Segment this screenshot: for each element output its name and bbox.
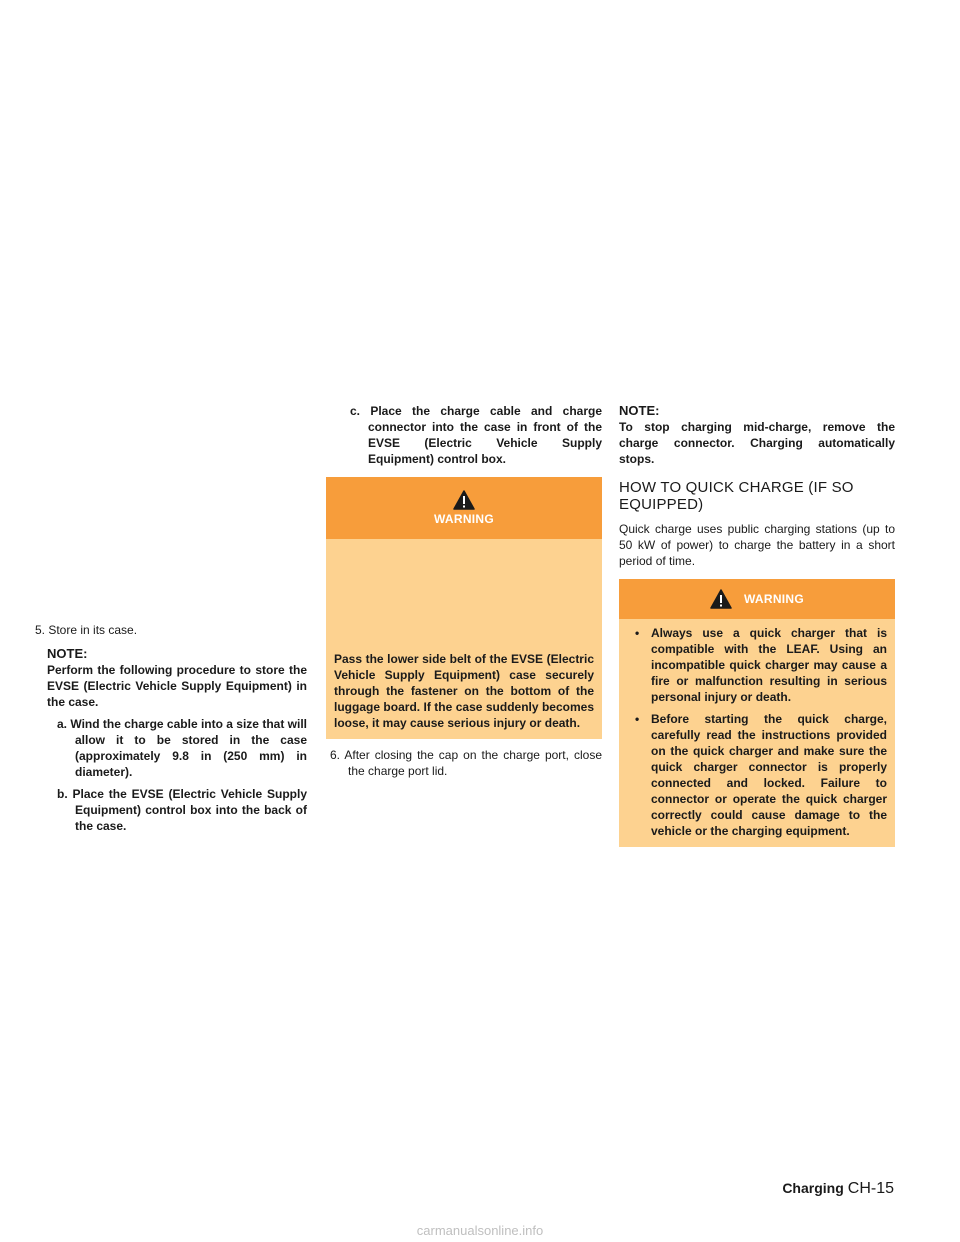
warning-triangle-icon (453, 490, 475, 510)
step-5: 5. Store in its case. (35, 623, 138, 637)
warning-bullet: • Always use a quick charger that is compatible with the LEAF. Using an incompatible quick charger may cause a fire or malfunction resulting in serious personal injury or death. (635, 626, 887, 704)
footer-section: Charging (782, 1180, 844, 1196)
warning-header (619, 579, 895, 619)
note-body: Perform the following procedure to store the EVSE (Electric Vehicle Supply Equipment) in the case. (47, 663, 307, 709)
warning-box (619, 579, 895, 847)
warning-text: Pass the lower side belt of the EVSE (Electric Vehicle Supply Equipment) case securely through the fastener on the bottom of the luggage board. If the case suddenly becomes loose, it may cause serious injury or death. (334, 652, 594, 730)
page-number: CH-15 (847, 1180, 894, 1197)
column-middle (326, 403, 602, 785)
warning-box (326, 477, 602, 739)
warning-bullet: • Before starting the quick charge, carefully read the instructions provided on the quick charger and make sure the quick charger connector is properly connected and locked. Failure to connector or operate the quick charger correctly could cause damage to the vehicle or the charging equipment. (635, 712, 887, 838)
warning-triangle-icon (710, 589, 732, 609)
watermark: carmanualsonline.info (416, 1223, 544, 1238)
warning-title: WARNING (743, 592, 805, 606)
warning-header (326, 477, 602, 539)
substep-c: c. Place the charge cable and charge connector into the case in front of the EVSE (Electric Vehicle Supply Equipment) control box. (350, 404, 602, 466)
step-6: 6. After closing the cap on the charge port, close the charge port lid. (330, 748, 602, 778)
note-heading: NOTE: (619, 403, 660, 418)
warning-title: WARNING (433, 512, 495, 526)
page-footer (782, 1180, 894, 1198)
column-left (35, 622, 307, 840)
note-body: To stop charging mid-charge, remove the charge connector. Charging automatically stops. (619, 420, 895, 466)
section-heading: HOW TO QUICK CHARGE (IF SO EQUIPPED) (619, 479, 854, 513)
column-right (619, 403, 895, 855)
note-heading: NOTE: (47, 646, 88, 661)
intro-paragraph: Quick charge uses public charging stations (up to 50 kW of power) to charge the battery in a short period of time. (619, 522, 895, 568)
substep-b: b. Place the EVSE (Electric Vehicle Supply Equipment) control box into the back of the case. (57, 787, 307, 833)
substep-a: a. Wind the charge cable into a size that will allow it to be stored in the case (approximately 9.8 in (250 mm) in diameter). (57, 717, 307, 779)
